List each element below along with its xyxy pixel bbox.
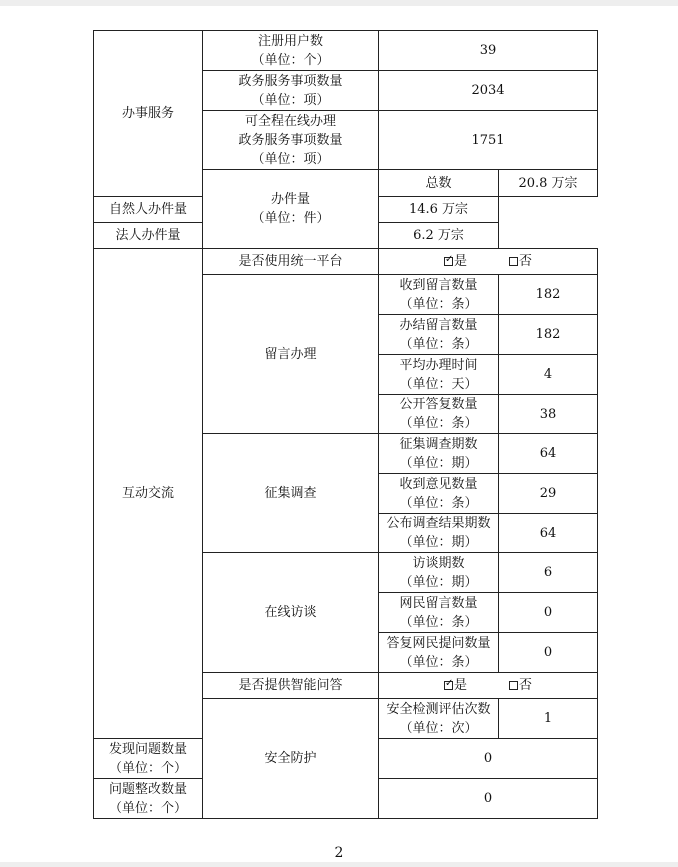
security-assessments-label: 安全检测评估次数 （单位：次） <box>379 699 499 739</box>
service-items-value: 2034 <box>379 71 598 111</box>
table-row <box>94 31 598 71</box>
netizen-questions-answered-label: 答复网民提问数量 （单位：条） <box>379 633 499 673</box>
section-service-label: 办事服务 <box>94 31 203 197</box>
survey-label: 征集调查 <box>203 434 379 553</box>
section-interaction-label: 互动交流 <box>94 249 203 739</box>
page-number: 2 <box>334 845 344 861</box>
empty-box-icon <box>509 681 518 690</box>
survey-periods-value: 64 <box>499 434 598 474</box>
registered-users-label: 注册用户数 （单位：个） <box>203 31 379 71</box>
table-row <box>94 249 598 275</box>
messages-closed-label: 办结留言数量 （单位：条） <box>379 315 499 355</box>
smart-qa-label: 是否提供智能问答 <box>203 673 379 699</box>
unified-platform-options <box>379 249 598 275</box>
smart-qa-no: 否 <box>509 676 532 695</box>
checked-box-icon <box>444 257 453 266</box>
statistics-table <box>93 30 598 819</box>
page-top-edge <box>0 0 678 6</box>
opinions-received-label: 收到意见数量 （单位：条） <box>379 474 499 514</box>
checked-box-icon <box>444 681 453 690</box>
smart-qa-yes: ✓ 是 <box>444 676 467 695</box>
public-replies-value: 38 <box>499 395 598 434</box>
service-items-label: 政务服务事项数量 （单位：项） <box>203 71 379 111</box>
online-interview-label: 在线访谈 <box>203 553 379 673</box>
public-replies-label: 公开答复数量 （单位：条） <box>379 395 499 434</box>
section-security-label: 安全防护 <box>203 699 379 819</box>
volume-legal-person-value: 6.2 万宗 <box>379 223 499 249</box>
netizen-messages-label: 网民留言数量 （单位：条） <box>379 593 499 633</box>
volume-legal-person-label: 法人办件量 <box>94 223 203 249</box>
unified-platform-no: 否 <box>509 252 532 271</box>
unified-platform-label: 是否使用统一平台 <box>203 249 379 275</box>
registered-users-value: 39 <box>379 31 598 71</box>
netizen-messages-value: 0 <box>499 593 598 633</box>
volume-total-value: 20.8 万宗 <box>499 170 598 197</box>
volume-natural-person-label: 自然人办件量 <box>94 197 203 223</box>
volume-total-label: 总数 <box>379 170 499 197</box>
messages-received-label: 收到留言数量 （单位：条） <box>379 275 499 315</box>
problems-found-label: 发现问题数量 （单位：个） <box>94 739 203 779</box>
problems-fixed-value: 0 <box>379 779 598 819</box>
case-volume-label: 办件量 （单位：件） <box>203 170 379 249</box>
security-assessments-value: 1 <box>499 699 598 739</box>
online-items-value: 1751 <box>379 111 598 170</box>
smart-qa-options <box>379 673 598 699</box>
messages-received-value: 182 <box>499 275 598 315</box>
message-handling-label: 留言办理 <box>203 275 379 434</box>
empty-box-icon <box>509 257 518 266</box>
messages-closed-value: 182 <box>499 315 598 355</box>
unified-platform-yes: ✓ 是 <box>444 252 467 271</box>
interview-periods-value: 6 <box>499 553 598 593</box>
interview-periods-label: 访谈期数 （单位：期） <box>379 553 499 593</box>
opinions-received-value: 29 <box>499 474 598 514</box>
problems-fixed-label: 问题整改数量 （单位：个） <box>94 779 203 819</box>
page-bottom-edge <box>0 862 678 867</box>
survey-periods-label: 征集调查期数 （单位：期） <box>379 434 499 474</box>
online-items-label: 可全程在线办理 政务服务事项数量 （单位：项） <box>203 111 379 170</box>
volume-natural-person-value: 14.6 万宗 <box>379 197 499 223</box>
average-handling-time-label: 平均办理时间 （单位：天） <box>379 355 499 395</box>
problems-found-value: 0 <box>379 739 598 779</box>
survey-results-published-value: 64 <box>499 514 598 553</box>
average-handling-time-value: 4 <box>499 355 598 395</box>
netizen-questions-answered-value: 0 <box>499 633 598 673</box>
survey-results-published-label: 公布调查结果期数 （单位：期） <box>379 514 499 553</box>
